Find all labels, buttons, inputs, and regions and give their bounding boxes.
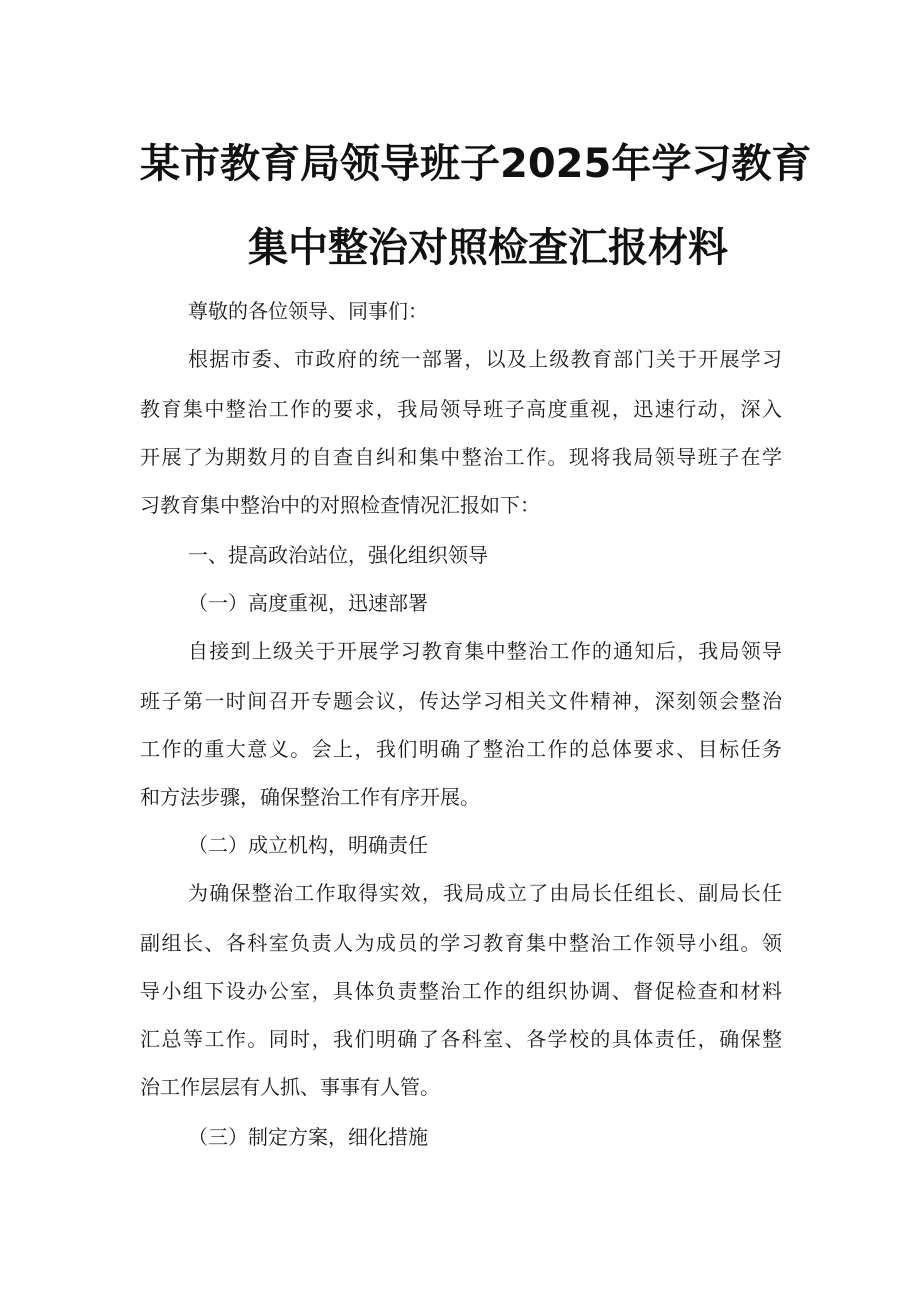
body-line: 导小组下设办公室，具体负责整治工作的组织协调、督促检查和材料 [140,979,782,1003]
body-line: 副组长、各科室负责人为成员的学习教育集中整治工作领导小组。领 [140,931,782,955]
document-title-line-1: 某市教育局领导班子2025年学习教育 [140,141,812,187]
subsection-heading: （三）制定方案，细化措施 [188,1125,428,1149]
document-title-line-2: 集中整治对照检查汇报材料 [248,225,728,271]
body-line: 汇总等工作。同时，我们明确了各科室、各学校的具体责任，确保整 [140,1027,782,1051]
body-line: 治工作层层有人抓、事事有人管。 [140,1075,440,1099]
body-line: 班子第一时间召开专题会议，传达学习相关文件精神，深刻领会整治 [140,689,782,713]
intro-line: 教育集中整治工作的要求，我局领导班子高度重视，迅速行动，深入 [140,397,782,421]
intro-line: 根据市委、市政府的统一部署，以及上级教育部门关于开展学习 [188,347,782,371]
body-line: 工作的重大意义。会上，我们明确了整治工作的总体要求、目标任务 [140,737,782,761]
body-line: 自接到上级关于开展学习教育集中整治工作的通知后，我局领导 [188,639,782,663]
subsection-heading: （二）成立机构，明确责任 [188,833,428,857]
body-line: 和方法步骤，确保整治工作有序开展。 [140,785,480,809]
subsection-heading: （一）高度重视，迅速部署 [188,591,428,615]
salutation: 尊敬的各位领导、同事们： [188,299,428,323]
section-heading: 一、提高政治站位，强化组织领导 [188,543,488,567]
intro-line: 开展了为期数月的自查自纠和集中整治工作。现将我局领导班子在学 [140,445,782,469]
body-line: 为确保整治工作取得实效，我局成立了由局长任组长、副局长任 [188,881,782,905]
intro-line: 习教育集中整治中的对照检查情况汇报如下： [140,493,540,517]
